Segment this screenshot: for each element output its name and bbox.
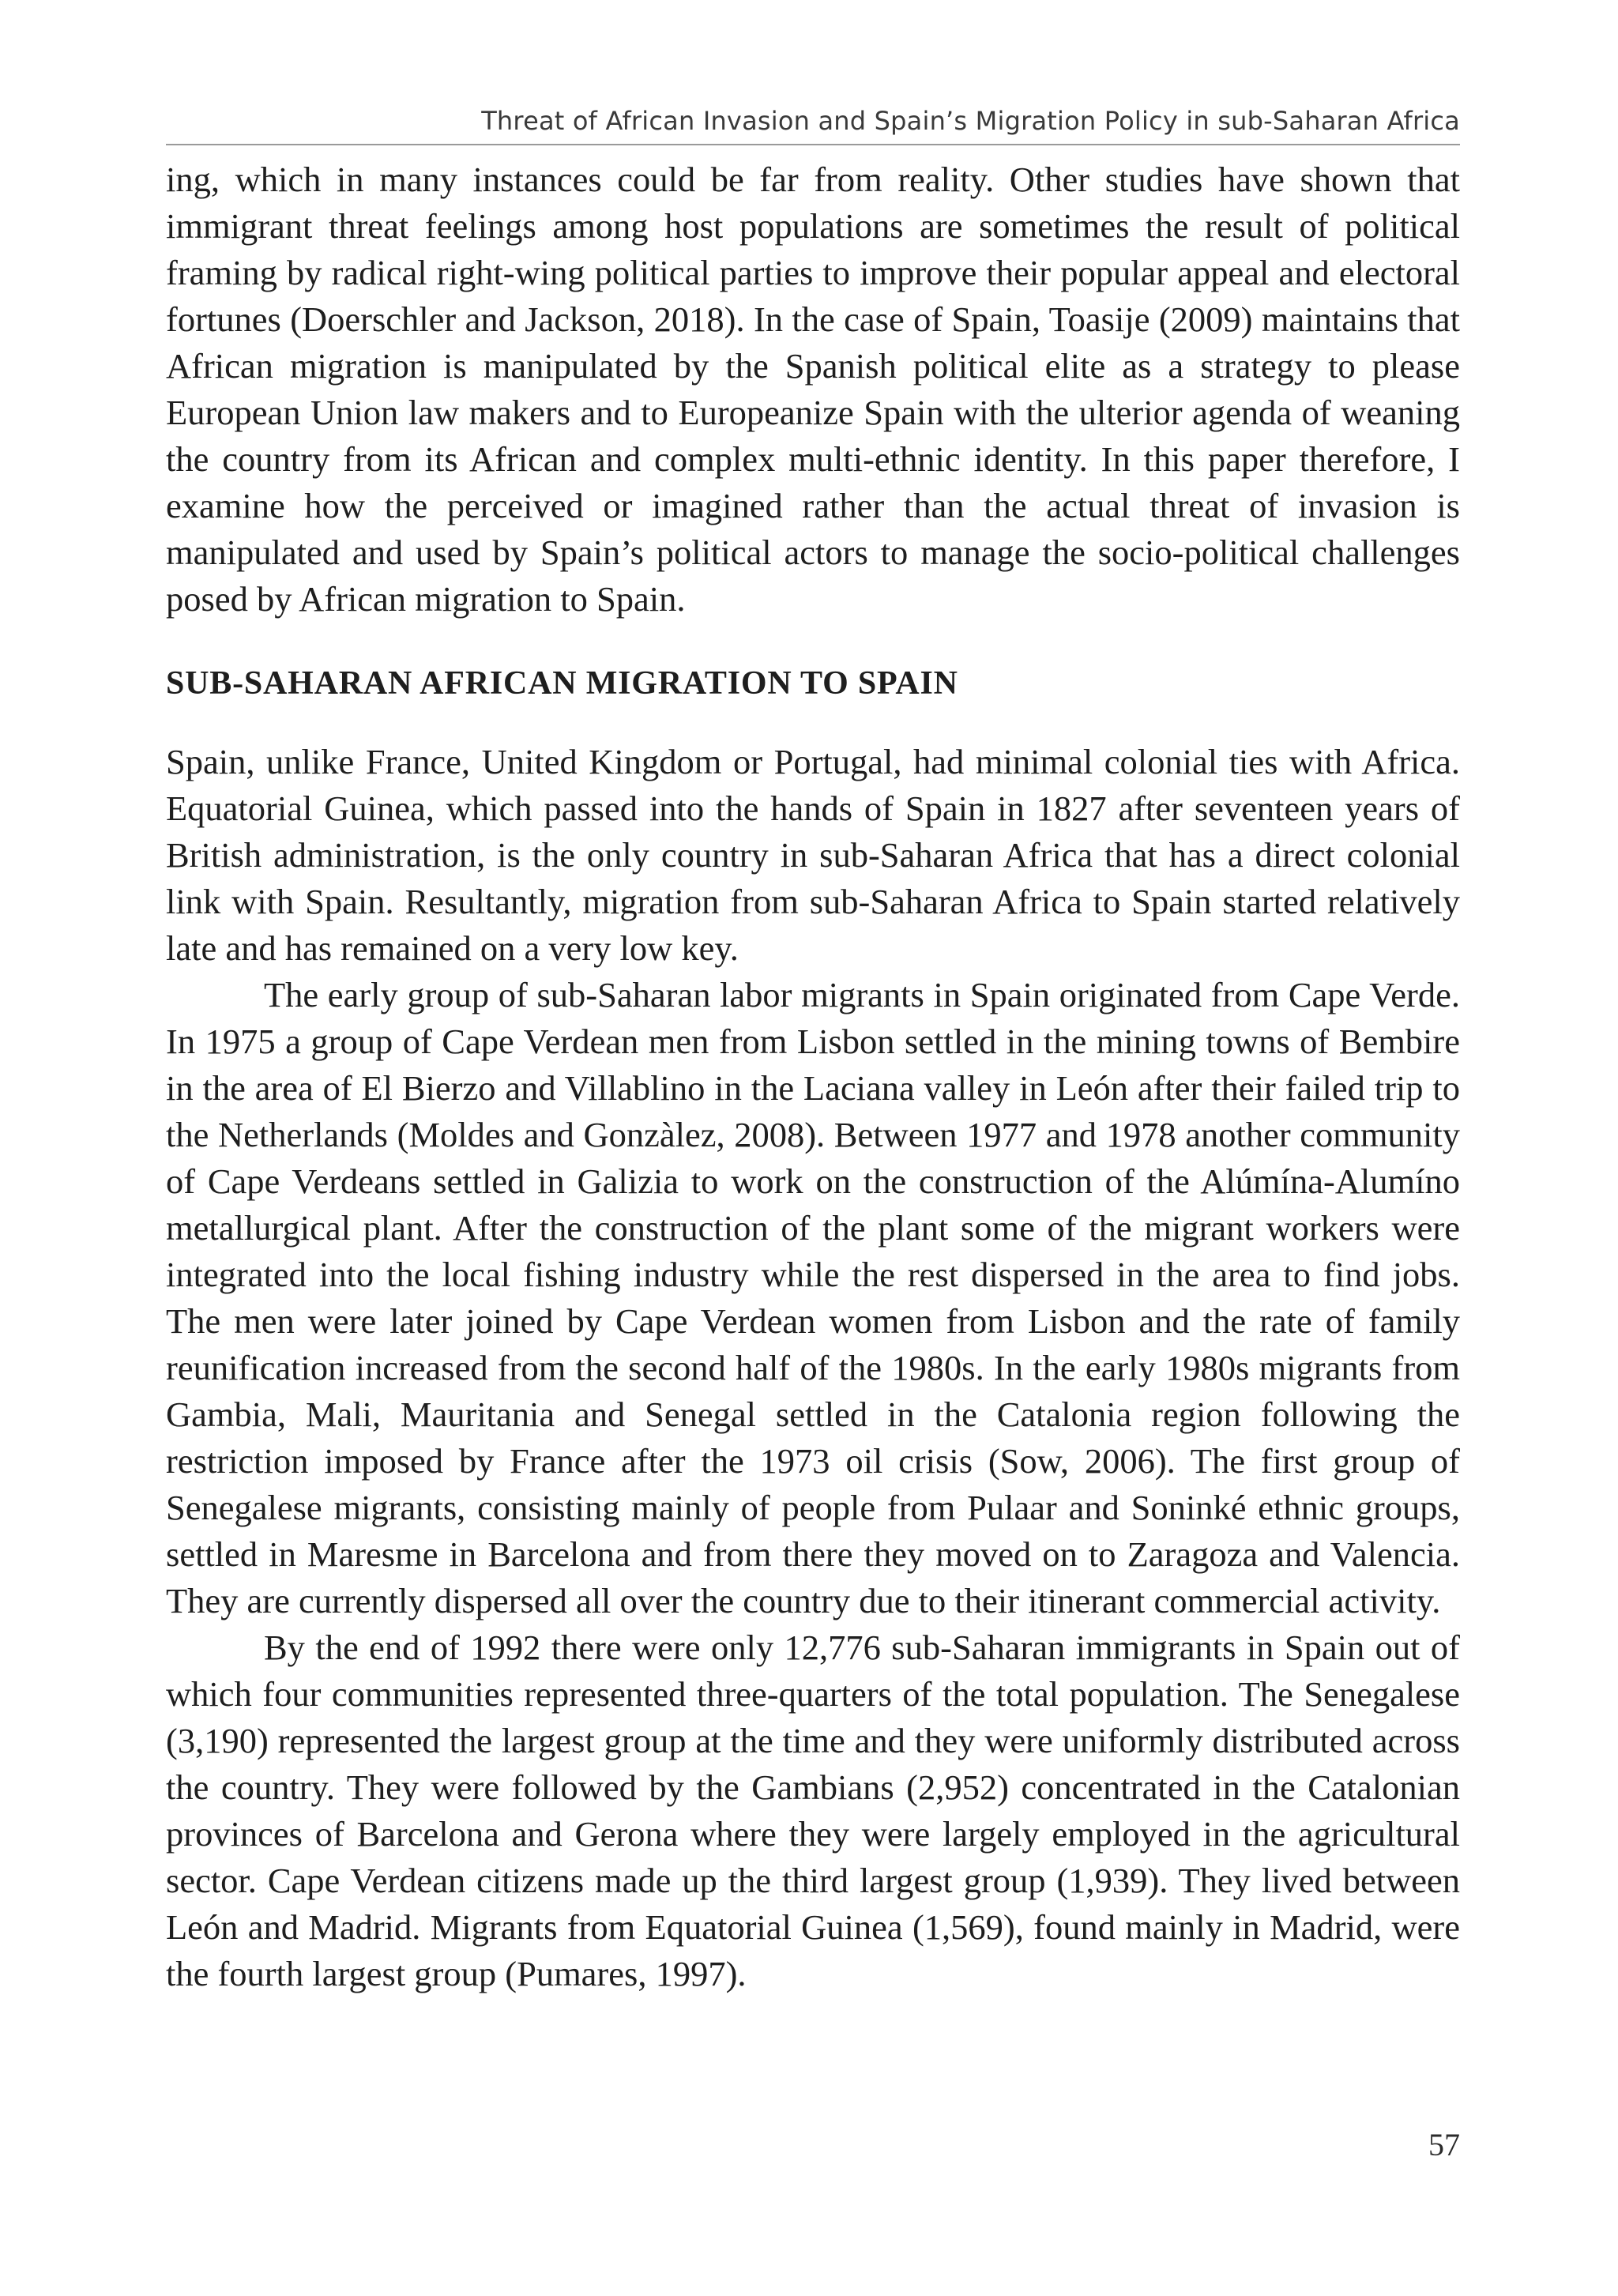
- main-text: [166, 156, 1460, 1997]
- page-number: 57: [1428, 2127, 1460, 2162]
- paragraph-1992-statistics: By the end of 1992 there were only 12,776 sub-Saharan immigrants in Spain out of which four communities represented three-quarters of the total population. The Senegalese (3,190) represented the largest group at the time and they were uniformly distributed across the country. They were followed by the Gambians (2,952) concentrated in the Catalonian provinces of Barcelona and Gerona where they were largely employed in the agricultural sector. Cape Verdean citizens made up the third largest group (1,939). They lived between León and Madrid. Migrants from Equatorial Guinea (1,569), found mainly in Madrid, were the fourth largest group (Pumares, 1997).: [166, 1628, 1460, 1993]
- intro-paragraph: ing, which in many instances could be far from reality. Other studies have shown that immigrant threat feelings among host populations are sometimes the result of political framing by radical right-wing political parties to improve their popular appeal and electoral fortunes (Doerschler and Jackson, 2018). In the case of Spain, Toasije (2009) maintains that African migration is manipulated by the Spanish political elite as a strategy to please European Union law makers and to Europeanize Spain with the ulterior agenda of weaning the country from its African and complex multi-ethnic identity. In this paper therefore, I examine how the perceived or imagined rather than the actual threat of invasion is manipulated and used by Spain’s political actors to manage the socio-political challenges posed by African migration to Spain.: [166, 160, 1460, 619]
- paragraph-early-migrants: The early group of sub-Saharan labor migrants in Spain originated from Cape Verde. In 1975 a group of Cape Verdean men from Lisbon settled in the mining towns of Bembire in the area of El Bierzo and Villablino in the Laciana valley in León after their failed trip to the Netherlands (Moldes and Gonzàlez, 2008). Between 1977 and 1978 another community of Cape Verdeans settled in Galizia to work on the construction of the Alúmína-Alumíno metallurgical plant. After the construction of the plant some of the migrant workers were integrated into the local fishing industry while the rest dispersed in the area to find jobs. The men were later joined by Cape Verdean women from Lisbon and the rate of family reunification increased from the second half of the 1980s. In the early 1980s migrants from Gambia, Mali, Mauritania and Senegal settled in the Catalonia region following the restriction imposed by France after the 1973 oil crisis (Sow, 2006). The first group of Senegalese migrants, consisting mainly of people from Pulaar and Soninké ethnic groups, settled in Maresme in Barcelona and from there they moved on to Zaragoza and Valencia. They are currently dispersed all over the country due to their itinerant commercial activity.: [166, 975, 1460, 1620]
- paragraph-colonial-ties: Spain, unlike France, United Kingdom or Portugal, had minimal colonial ties with Africa. Equatorial Guinea, which passed into the hands of Spain in 1827 after seventeen years of British administration, is the only country in sub-Saharan Africa that has a direct colonial link with Spain. Resultantly, migration from sub-Saharan Africa to Spain started relatively late and has remained on a very low key.: [166, 742, 1460, 968]
- running-header: Threat of African Invasion and Spain’s Migration Policy in sub-Saharan Africa: [166, 98, 1460, 145]
- section-heading: SUB-SAHARAN AFRICAN MIGRATION TO SPAIN: [166, 665, 958, 702]
